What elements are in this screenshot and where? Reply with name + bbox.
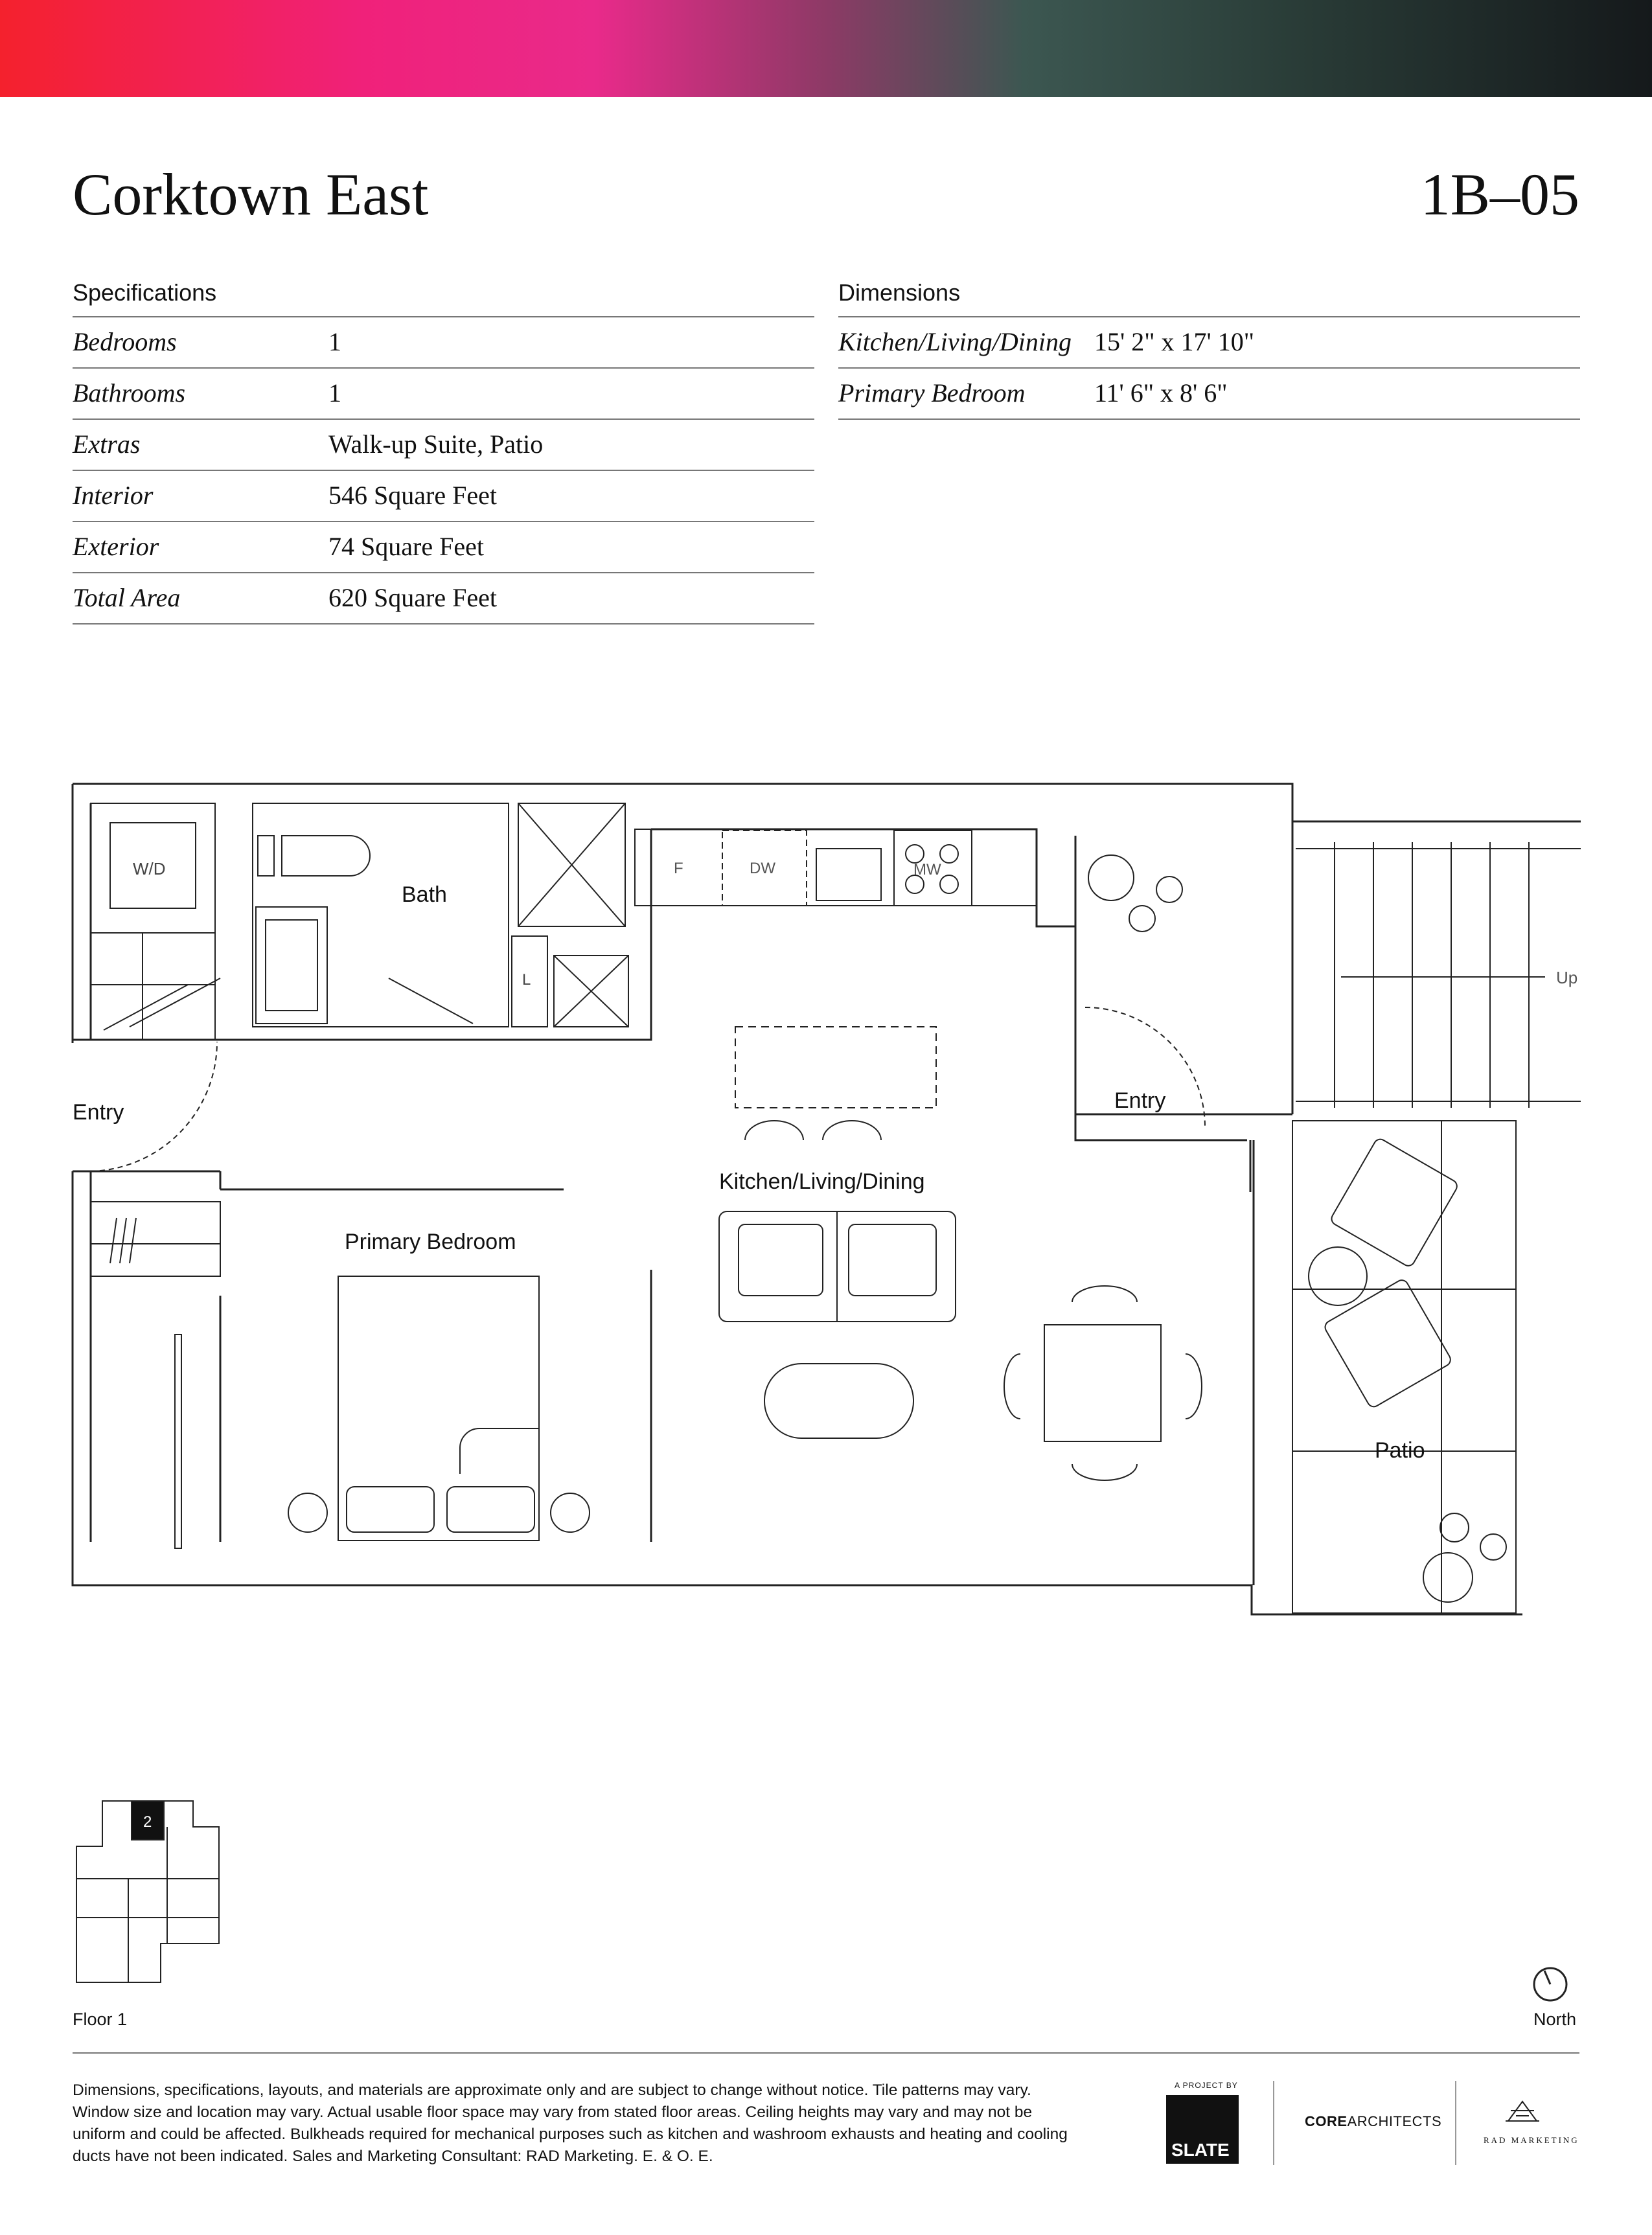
logo-divider — [1273, 2081, 1274, 2165]
floor-label: Floor 1 — [73, 2010, 128, 2029]
spec-label: Bathrooms — [73, 378, 186, 407]
unit-marker: 2 — [143, 1813, 152, 1831]
bar-stools — [745, 1121, 881, 1140]
coffee-table — [764, 1364, 913, 1438]
a-project-by-label: A PROJECT BY — [1175, 2081, 1238, 2090]
planters — [1088, 855, 1506, 1602]
entry-right-label: Entry — [1114, 1088, 1166, 1113]
unit-code: 1B–05 — [1420, 161, 1579, 227]
spec-label: Exterior — [73, 532, 159, 561]
spec-label: Total Area — [73, 583, 181, 612]
north-arrow-icon — [1532, 1966, 1569, 2003]
dim-label: Kitchen/Living/Dining — [838, 327, 1072, 356]
rad-marketing-logo-text: RAD MARKETING — [1484, 2135, 1579, 2145]
spec-value: 620 Square Feet — [328, 583, 497, 612]
entry-left-label: Entry — [73, 1100, 124, 1125]
slate-logo-text: SLATE — [1171, 2140, 1230, 2160]
specifications-heading: Specifications — [73, 279, 217, 306]
bathroom — [130, 803, 628, 1027]
dimensions-table — [838, 316, 1580, 420]
spec-row — [73, 522, 814, 573]
spec-value: Walk-up Suite, Patio — [328, 430, 544, 459]
spec-label: Bedrooms — [73, 327, 177, 356]
header-gradient-bar — [0, 0, 1652, 97]
core-logo-rest: ARCHITECTS — [1347, 2113, 1442, 2129]
spec-row — [73, 573, 814, 625]
interior-walls — [91, 821, 1292, 1585]
kitchen-living-dining-label: Kitchen/Living/Dining — [719, 1169, 925, 1194]
page-title: Corktown East — [73, 161, 429, 227]
rad-logo-icon — [1504, 2096, 1541, 2125]
spec-label: Interior — [73, 481, 154, 510]
dimensions-heading: Dimensions — [838, 279, 961, 306]
footer-divider — [73, 2052, 1579, 2054]
dining-table — [1004, 1286, 1202, 1480]
dim-value: 11' 6" x 8' 6" — [1094, 378, 1228, 407]
dim-label: Primary Bedroom — [838, 378, 1026, 407]
laundry-closet — [91, 803, 215, 1040]
bedroom-closet — [91, 1202, 220, 1548]
bed — [288, 1276, 590, 1541]
primary-bedroom-label: Primary Bedroom — [345, 1230, 516, 1254]
spec-label: Extras — [73, 430, 141, 459]
kitchen-island — [735, 1027, 936, 1108]
microwave-label: MW — [913, 861, 941, 878]
exterior-stairs — [1296, 842, 1581, 1108]
entry-doors — [91, 1007, 1205, 1171]
sofa — [719, 1211, 956, 1322]
spec-value: 74 Square Feet — [328, 532, 484, 561]
patio-label: Patio — [1375, 1438, 1425, 1463]
north-label: North — [1533, 2010, 1577, 2029]
spec-row — [73, 317, 814, 369]
bath-label: Bath — [402, 882, 447, 907]
spec-row — [73, 471, 814, 522]
spec-row — [73, 420, 814, 471]
spec-row — [73, 369, 814, 420]
disclaimer-text: Dimensions, specifications, layouts, and materials are approximate only and are subject to change without notice. Tile patterns may vary. Window size and location may vary. Actual usable floor space may vary from stated floor areas. Ceiling heights may vary and may not be uniform and could be affected. Bulkheads required for mechanical purposes such as kitchen and washroom exhausts and heating and cooling ducts have not been indicated. Sales and Marketing Consultant: RAD Marketing. E. & O. E. — [73, 2081, 1068, 2165]
dim-value: 15' 2" x 17' 10" — [1094, 327, 1255, 356]
kitchen-counter — [635, 829, 1037, 906]
dishwasher-label: DW — [750, 860, 775, 877]
floor-plan — [0, 764, 1652, 1633]
dim-row — [838, 369, 1580, 420]
linen-label: L — [522, 971, 531, 989]
spec-value: 1 — [328, 378, 341, 407]
outer-walls — [73, 784, 1581, 1614]
key-plan — [70, 1788, 232, 1995]
spec-value: 1 — [328, 327, 341, 356]
fridge-label: F — [674, 860, 683, 877]
core-architects-logo — [1305, 2113, 1441, 2130]
washer-dryer-label: W/D — [133, 859, 166, 878]
stairs-up-label: Up — [1556, 968, 1578, 987]
dim-row — [838, 317, 1580, 369]
spec-value: 546 Square Feet — [328, 481, 497, 510]
specifications-table — [73, 316, 814, 625]
logo-divider — [1455, 2081, 1456, 2165]
core-logo-bold: CORE — [1305, 2113, 1348, 2129]
